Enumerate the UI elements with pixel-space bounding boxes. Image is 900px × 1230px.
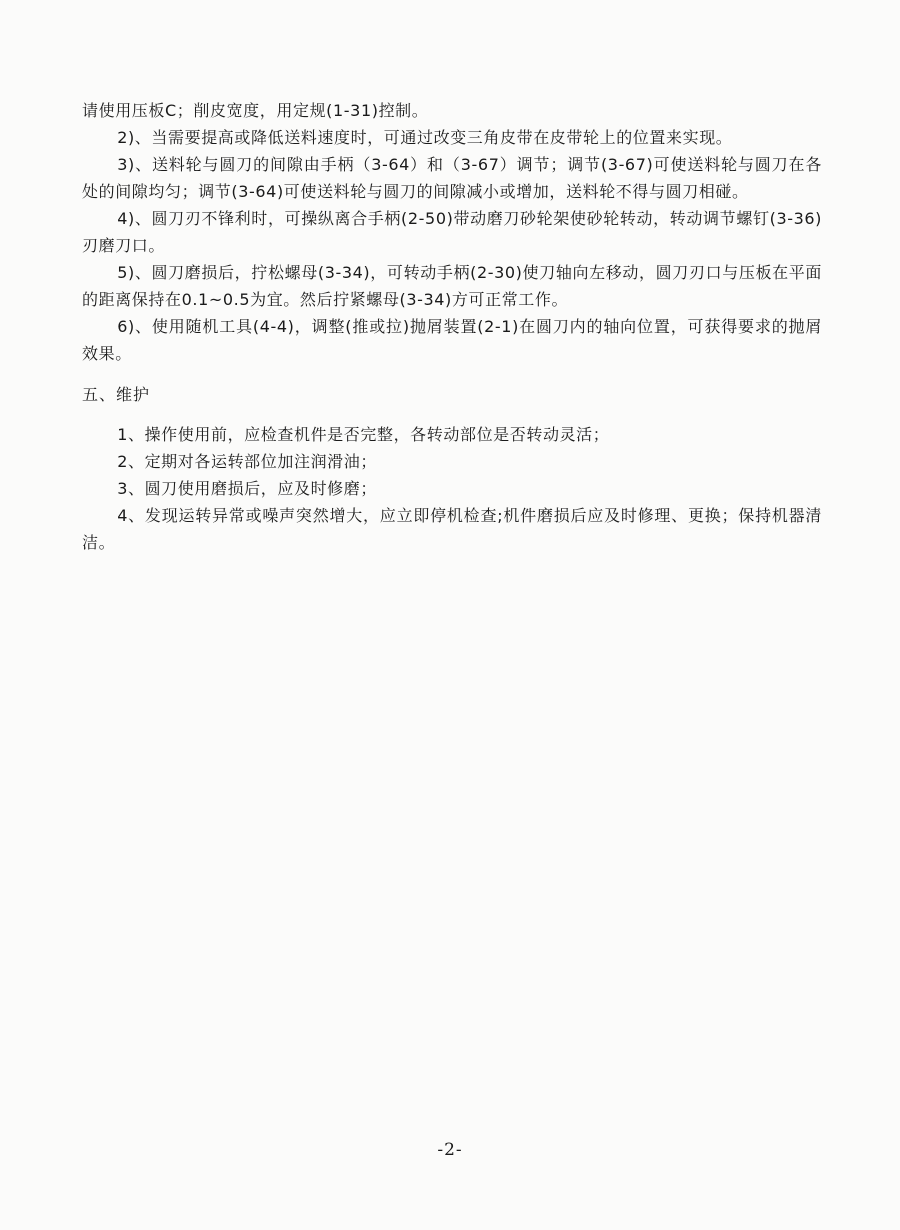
document-body bbox=[82, 97, 822, 556]
paragraph-3: 3)、送料轮与圆刀的间隙由手柄（3-64）和（3-67）调节；调节(3-67)可使送料轮与圆刀在各处的间隙均匀；调节(3-64)可使送料轮与圆刀的间隙减小或增加，送料轮不得与圆刀相碰。 bbox=[82, 155, 822, 201]
page-number: -2- bbox=[437, 1140, 463, 1160]
paragraph-5: 5)、圆刀磨损后，拧松螺母(3-34)，可转动手柄(2-30)使刀轴向左移动，圆刀刃口与压板在平面的距离保持在0.1~0.5为宜。然后拧紧螺母(3-34)方可正常工作。 bbox=[82, 263, 822, 309]
maintenance-item-2: 2、定期对各运转部位加注润滑油； bbox=[117, 452, 377, 471]
paragraph-1-continuation: 请使用压板C；削皮宽度，用定规(1-31)控制。 bbox=[82, 101, 429, 120]
maintenance-item-4: 4、发现运转异常或噪声突然增大，应立即停机检查;机件磨损后应及时修理、更换；保持机器清洁。 bbox=[82, 506, 822, 552]
section-heading-maintenance: 五、维护 bbox=[82, 385, 151, 404]
paragraph-2: 2)、当需要提高或降低送料速度时，可通过改变三角皮带在皮带轮上的位置来实现。 bbox=[117, 128, 733, 147]
maintenance-item-3: 3、圆刀使用磨损后，应及时修磨； bbox=[117, 479, 377, 498]
maintenance-item-1: 1、操作使用前，应检查机件是否完整，各转动部位是否转动灵活； bbox=[117, 425, 610, 444]
paragraph-4: 4)、圆刀刃不锋利时，可操纵离合手柄(2-50)带动磨刀砂轮架使砂轮转动，转动调节螺钉(3-36)刃磨刀口。 bbox=[82, 209, 822, 255]
paragraph-6: 6)、使用随机工具(4-4)，调整(推或拉)抛屑装置(2-1)在圆刀内的轴向位置，可获得要求的抛屑效果。 bbox=[82, 317, 822, 363]
